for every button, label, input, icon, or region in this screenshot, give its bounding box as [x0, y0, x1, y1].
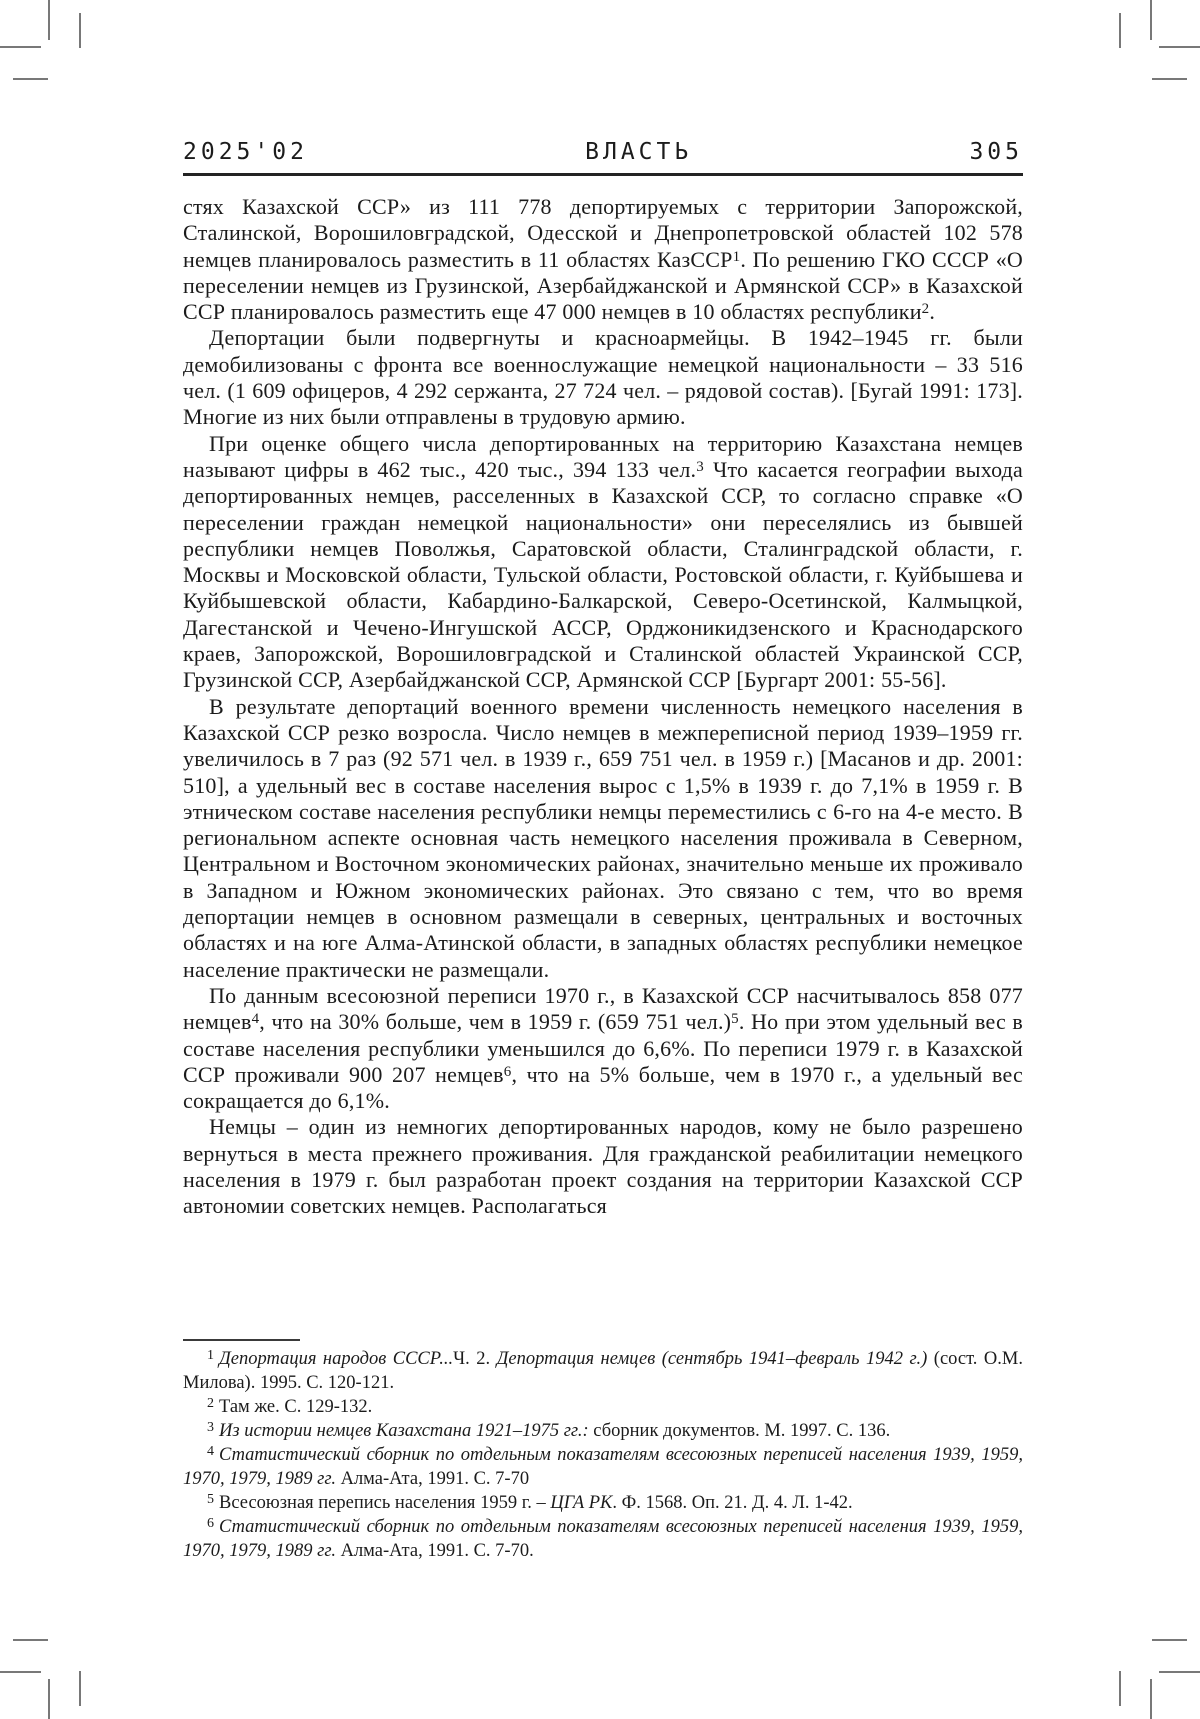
crop-mark [1150, 0, 1152, 40]
italic-text: Депортация народов СССР... [219, 1349, 454, 1369]
text-run: При оценке общего числа депортированных на территорию Казахстана немцев называют цифры в 462 тыс., 420 тыс., 394 133 чел. [183, 430, 1023, 482]
crop-mark [79, 13, 81, 48]
crop-mark [1119, 1671, 1121, 1706]
footnote-ref: 2 [921, 301, 930, 318]
text-run: стях Казахской ССР» из 111 778 депортируемых с территории Запорожской, Сталинской, Ворошиловградской, Одесской и Днепропетровской областей 102 578 немцев планировалось разместить в 11 областях КазССР [183, 194, 1023, 272]
paragraph [183, 431, 1023, 694]
article-body [183, 194, 1023, 1220]
footnote-ref: 4 [251, 1011, 260, 1028]
text-run: Немцы – один из немногих депортированных народов, кому не было разрешено вернуться в места прежнего проживания. Для гражданской реабилитации немецкого населения в 1979 г. был разработан проект создания на территории Казахской ССР автономии советских немцев. Располагаться [183, 1114, 1023, 1219]
footnote [183, 1515, 1023, 1563]
footnote [183, 1491, 1023, 1515]
italic-text: Статистический сборник по отдельным показателям всесоюзных переписей населения 1939, 1959, 1970, 1979, 1989 гг. [183, 1445, 1023, 1489]
crop-mark [1119, 13, 1121, 48]
footnote-number: 6 [207, 1516, 214, 1531]
crop-mark [1159, 46, 1200, 48]
italic-text: Из истории немцев Казахстана 1921–1975 гг.: [219, 1421, 589, 1441]
paragraph [183, 694, 1023, 983]
text-run: сборник документов. М. 1997. С. 136. [588, 1421, 891, 1441]
text-run: В результате депортаций военного времени численность немецкого населения в Казахской ССР резко возросла. Число немцев в межпереписной период 1939–1959 гг. увеличилось в 7 раз (92 571 чел. в 1939 г., 659 751 чел. в 1959 г.) [Масанов и др. 2001: 510], а удельный вес в составе населения вырос с 1,5% в 1939 г. до 7,1% в 1959 г. В этническом составе населения республики немцы переместились с 6-го на 4-е место. В региональном аспекте основная часть немецкого населения проживала в Северном, Центральном и Восточном экономических районах, значительно меньше их проживало в Западном и Южном экономических районах. Это связано с тем, что во время депортации немцев в основном размещали в северных, центральных и восточных областях и на юге Алма-Атинской области, в западных областях республики немецкое население практически не размещали. [183, 693, 1023, 982]
paragraph [183, 194, 1023, 325]
paragraph [183, 1114, 1023, 1219]
journal-title: ВЛАСТЬ [585, 139, 693, 165]
crop-mark [48, 0, 50, 40]
crop-mark [0, 1671, 41, 1673]
text-run: Ч. 2. [453, 1349, 497, 1369]
crop-mark [1159, 1671, 1200, 1673]
footnote-number: 5 [207, 1492, 214, 1507]
text-run: , что на 5% больше, чем в 1970 г., а удельный вес сокращается до 6,1%. [183, 1061, 1023, 1114]
text-run: Там же. С. 129-132. [219, 1397, 373, 1417]
crop-mark [1150, 1679, 1152, 1719]
crop-mark [79, 1671, 81, 1706]
text-run: Алма-Ата, 1991. С. 7-70 [335, 1469, 530, 1489]
footnote-number: 1 [207, 1348, 214, 1363]
paragraph [183, 325, 1023, 430]
footnote-ref: 3 [696, 458, 704, 475]
running-header [183, 139, 1023, 165]
text-run: Что касается географии выхода депортированных немцев, расселенных в Казахской ССР, то согласно справке «О переселении граждан немецкой национальности» они переселялись из бывшей республики немцев Поволжья, Саратовской области, Сталинградской области, г. Москвы и Московской области, Тульской области, Ростовской области, г. Куйбышева и Куйбышевской области, Кабардино-Балкарской, Северо-Осетинской, Калмыцкой, Дагестанской и Чечено-Ингушской АССР, Орджоникидзенского и Краснодарского краев, Запорожской, Ворошиловградской и Сталинской областей Украинской ССР, Грузинской ССР, Азербайджанской ССР, Армянской ССР [Бургарт 2001: 55-56]. [183, 456, 1023, 693]
footnote-ref: 6 [503, 1063, 512, 1080]
header-rule [183, 173, 1023, 176]
crop-mark [48, 1679, 50, 1719]
text-run: . По решению ГКО СССР «О переселении немцев из Грузинской, Азербайджанской и Армянской ССР» в Казахской ССР планировалось разместить еще 47 000 немцев в 10 областях республики [183, 246, 1023, 325]
crop-mark [1152, 78, 1187, 80]
crop-mark [13, 1639, 48, 1641]
footnote-number: 3 [207, 1420, 214, 1435]
footnote [183, 1347, 1023, 1395]
text-run: По данным всесоюзной переписи 1970 г., в Казахской ССР насчитывалось 858 077 немцев [183, 982, 1023, 1035]
italic-text: ЦГА РК [550, 1493, 613, 1513]
issue-number: 2025'02 [183, 139, 308, 165]
footnote-number: 2 [207, 1396, 214, 1411]
footnote [183, 1443, 1023, 1491]
page-number: 305 [969, 139, 1023, 165]
footnote-separator [183, 1339, 300, 1341]
footnote [183, 1419, 1023, 1443]
italic-text: Депортация немцев (сентябрь 1941–февраль 1942 г.) [496, 1349, 928, 1369]
footnote-number: 4 [207, 1444, 214, 1459]
text-run: (сост. О.М. Милова). 1995. С. 120-121. [183, 1349, 1023, 1393]
crop-mark [13, 78, 48, 80]
crop-mark [1152, 1639, 1187, 1641]
text-run: Депортации были подвергнуты и красноармейцы. В 1942–1945 гг. были демобилизованы с фронта все военнослужащие немецкой национальности – 33 516 чел. (1 609 офицеров, 4 292 сержанта, 27 724 чел. – рядовой состав). [Бугай 1991: 173]. Многие из них были отправлены в трудовую армию. [183, 325, 1023, 430]
paragraph [183, 983, 1023, 1114]
text-run: . [929, 299, 936, 325]
text-run: Всесоюзная перепись населения 1959 г. – [219, 1493, 551, 1513]
text-run: , что на 30% больше, чем в 1959 г. (659 751 чел.) [259, 1009, 732, 1035]
footnotes [183, 1347, 1023, 1563]
footnote-ref: 1 [732, 248, 741, 265]
text-run: Алма-Ата, 1991. С. 7-70. [335, 1541, 534, 1561]
text-run: . Но при этом удельный вес в составе населения республики уменьшился до 6,6%. По переписи 1979 г. в Казахской ССР проживали 900 207 немцев [183, 1009, 1023, 1087]
text-run: . Ф. 1568. Оп. 21. Д. 4. Л. 1-42. [612, 1493, 853, 1513]
footnote-ref: 5 [731, 1011, 739, 1028]
crop-mark [0, 46, 41, 48]
footnote [183, 1395, 1023, 1419]
italic-text: Статистический сборник по отдельным показателям всесоюзных переписей населения 1939, 1959, 1970, 1979, 1989 гг. [183, 1517, 1023, 1561]
